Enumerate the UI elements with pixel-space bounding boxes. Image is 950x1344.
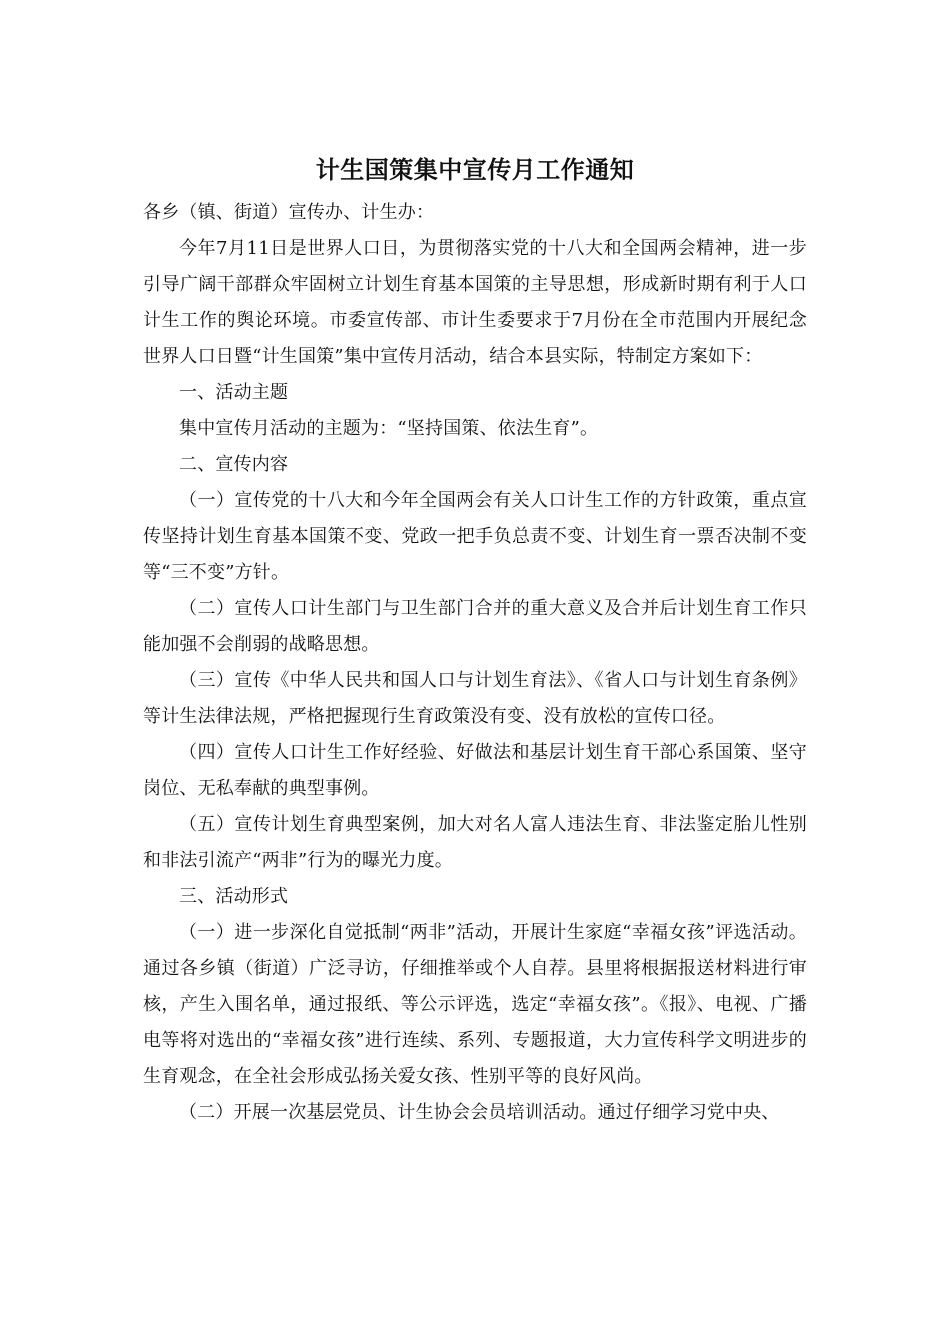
section-heading-1: 一、活动主题 — [179, 382, 289, 403]
paragraph-form-2: （二）开展一次基层党员、计生协会会员培训活动。通过仔细学习党中央、 — [179, 1102, 780, 1123]
paragraph-intro: 今年7月11日是世界人口日，为贯彻落实党的十八大和全国两会精神，进一步引导广阔干部群众牢固树立计划生育基本国策的主导思想，形成新时期有利于人口计生工作的舆论环境。市委宣传部、市计生委要求于7月份在全市范围内开展纪念世界人口日暨“计生国策”集中宣传月活动，结合本县实际，特制定方案如下： — [143, 238, 807, 367]
paragraph-content-1: （一）宣传党的十八大和今年全国两会有关人口计生工作的方针政策，重点宣传坚持计划生育基本国策不变、党政一把手负总责不变、计划生育一票否决制不变等“三不变”方针。 — [143, 490, 807, 583]
document-body — [143, 195, 807, 1131]
paragraph-content-5: （五）宣传计划生育典型案例，加大对名人富人违法生育、非法鉴定胎儿性别和非法引流产“两非”行为的曝光力度。 — [143, 814, 807, 871]
salutation: 各乡（镇、街道）宣传办、计生办： — [143, 202, 435, 223]
paragraph-content-3: （三）宣传《中华人民共和国人口与计划生育法》、《省人口与计划生育条例》等计生法律法规，严格把握现行生育政策没有变、没有放松的宣传口径。 — [143, 670, 807, 727]
section-heading-2: 二、宣传内容 — [179, 454, 289, 475]
paragraph-content-4: （四）宣传人口计生工作好经验、好做法和基层计划生育干部心系国策、坚守岗位、无私奉献的典型事例。 — [143, 742, 807, 799]
document-title: 计生国策集中宣传月工作通知 — [315, 156, 635, 184]
section-heading-3: 三、活动形式 — [179, 886, 289, 907]
paragraph-theme: 集中宣传月活动的主题为：“坚持国策、依法生育”。 — [179, 418, 599, 439]
paragraph-content-2: （二）宣传人口计生部门与卫生部门合并的重大意义及合并后计划生育工作只能加强不会削弱的战略思想。 — [143, 598, 807, 655]
paragraph-form-1: （一）进一步深化自觉抵制“两非”活动，开展计生家庭“幸福女孩”评选活动。通过各乡镇（街道）广泛寻访，仔细推举或个人自荐。县里将根据报送材料进行审核，产生入围名单，通过报纸、等公示评选，选定“幸福女孩”。《报》、电视、广播电等将对选出的“幸福女孩”进行连续、系列、专题报道，大力宣传科学文明进步的生育观念，在全社会形成弘扬关爱女孩、性别平等的良好风尚。 — [143, 922, 807, 1087]
